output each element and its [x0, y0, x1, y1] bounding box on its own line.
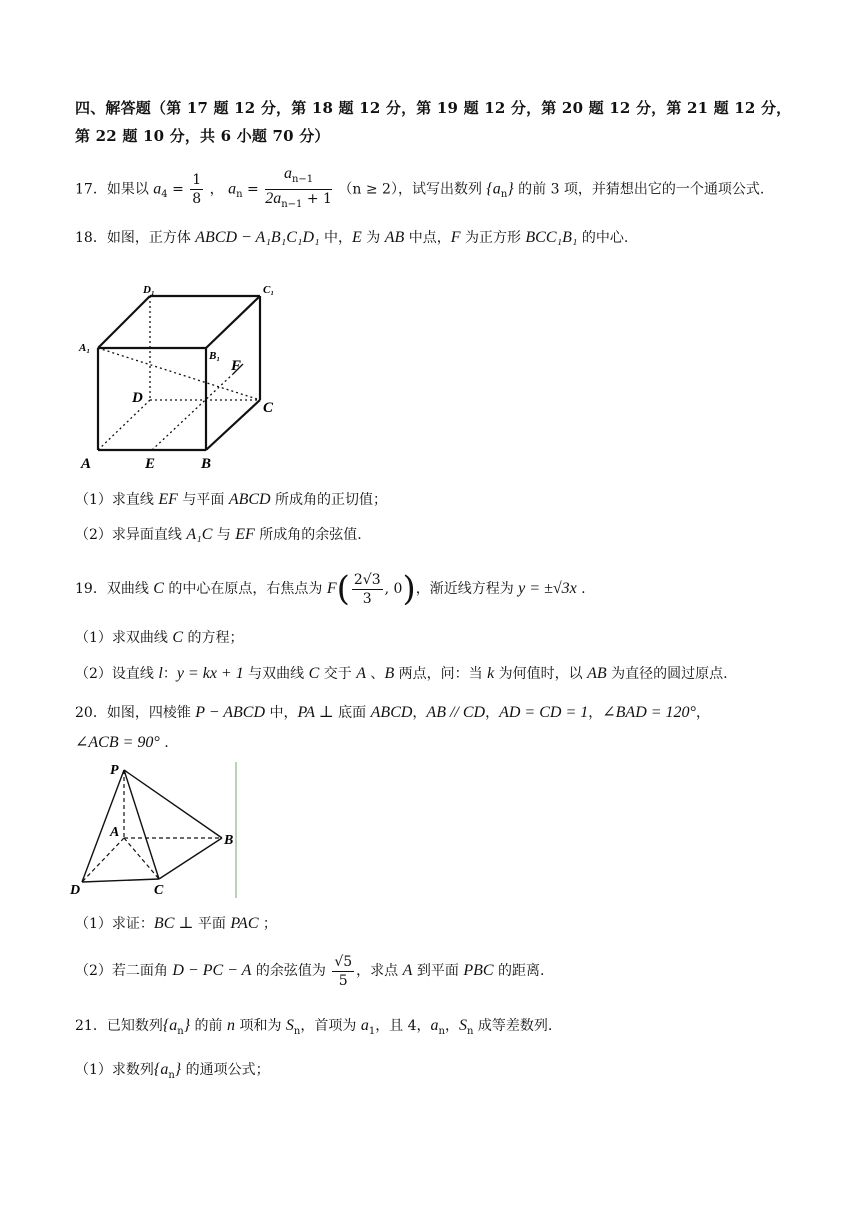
q21-an-sub: n — [438, 1025, 445, 1037]
pyramid-label-p: P — [110, 763, 119, 778]
q20-sep4: ， — [695, 705, 710, 721]
cube-label-a1: A₁ — [79, 342, 91, 354]
cube-figure — [75, 278, 295, 478]
section-title-line2: 第 22 题 10 分，共 6 小题 70 分） — [75, 127, 330, 145]
q21-part1-close: } — [174, 1061, 182, 1078]
q19-part2-mid4: 为何值时，以 — [494, 666, 588, 682]
q18-solid: ABCD − A₁B₁C₁D₁ — [195, 229, 320, 246]
q20-part2-frac — [332, 953, 354, 990]
q19-frac-num: 2√3 — [353, 571, 381, 588]
cube-label-d: D — [132, 390, 143, 406]
q19-part2-sep: 、 — [365, 666, 385, 682]
q20-text-mid1: 中， — [265, 705, 298, 721]
q20-line2: ∠ACB = 90° — [75, 734, 160, 751]
q20-part1-end: ； — [258, 916, 277, 932]
q18-part1-mid: 与平面 — [177, 492, 229, 508]
q19-part1-pre: （1）求双曲线 — [75, 630, 173, 646]
q17-frac2-num-sub: n−1 — [291, 173, 314, 185]
q17-number: 17．如果以 — [75, 181, 154, 198]
q18-part1-plane: ABCD — [228, 491, 271, 508]
q19-part2-end: 为直径的圆过原点. — [606, 666, 728, 682]
q20-part2-num: √5 — [334, 953, 353, 970]
q19-paren-close: ) — [402, 569, 416, 609]
q18-text-mid3: 中点， — [404, 230, 451, 246]
q21-text-mid1: 的前 — [190, 1018, 227, 1034]
q20-solid: P − ABCD — [195, 704, 266, 721]
q19-part2-c: C — [308, 665, 320, 682]
q21-text-mid2: 项和为 — [235, 1018, 286, 1034]
q19-coord-tail: , 0 — [384, 581, 403, 597]
q21-text-mid3: ，首项为 — [300, 1018, 361, 1034]
q20-part2-a: A — [402, 962, 413, 979]
q19-asymptote: y = ±√3x — [518, 580, 577, 597]
q19-text-mid2: ，渐近线方程为 — [415, 581, 519, 597]
q20-part1-plane: PAC — [230, 915, 259, 932]
q20-text-mid2: 底面 — [333, 705, 371, 721]
q18-part2-end: 所成角的余弦值. — [254, 527, 362, 543]
q21-an: a — [430, 1017, 439, 1034]
q21-part1 — [75, 1060, 270, 1086]
cube-label-b1: B₁ — [209, 350, 221, 362]
q17-an: a — [228, 180, 237, 198]
q17-seq: {a — [486, 180, 501, 198]
q18-text-mid4: 为正方形 — [460, 230, 526, 246]
q18-part2-mid: 与 — [212, 527, 236, 543]
q20-base: ABCD — [370, 704, 413, 721]
q17-seq-close: } — [507, 180, 514, 198]
q20-sep3: ， — [588, 705, 603, 721]
q17-seq-sub: n — [500, 189, 508, 201]
q17-frac2-den-sub: n−1 — [281, 198, 303, 210]
q21-seq-sub: n — [177, 1025, 184, 1037]
q20-part2-mid3: 到平面 — [412, 963, 464, 979]
cube-label-c1: C₁ — [263, 284, 275, 296]
q21-n: n — [227, 1017, 235, 1034]
cube-label-b: B — [201, 456, 212, 472]
question-20-line2 — [75, 733, 169, 753]
q17-tail: 的前 3 项，并猜想出它的一个通项公式. — [518, 181, 765, 198]
q19-part2-k: k — [487, 665, 495, 682]
q20-part2-end: 的距离. — [493, 963, 545, 979]
pyramid-label-d: D — [70, 883, 81, 898]
q19-text-pre: 19．双曲线 — [75, 581, 154, 597]
q19-part2-mid2: 交于 — [319, 666, 357, 682]
q21-text-mid4: ，且 4， — [375, 1018, 431, 1034]
q18-text-mid2: 为 — [361, 230, 385, 246]
q20-line2-end: . — [159, 735, 169, 751]
q20-part2-mid: 的余弦值为 — [251, 963, 331, 979]
q21-sn-sub: n — [467, 1025, 474, 1037]
pyramid-label-a: A — [110, 825, 120, 840]
q20-part2 — [75, 948, 544, 994]
q19-part2-eq: y = kx + 1 — [176, 665, 244, 682]
q21-text-end: 成等差数列. — [473, 1018, 553, 1034]
q21-part1-pre: （1）求数列 — [75, 1062, 154, 1078]
q17-frac2-den: 2a — [265, 189, 282, 207]
q20-part2-plane: PBC — [463, 962, 494, 979]
q21-a1-sub: 1 — [368, 1025, 376, 1037]
q18-part1-end: 所成角的正切值； — [270, 492, 388, 508]
q18-part1 — [75, 490, 387, 510]
q17-frac1 — [190, 171, 203, 208]
q19-text-end: . — [576, 581, 586, 597]
cube-label-f: F — [231, 358, 242, 374]
q18-text-end: 的中心. — [577, 230, 629, 246]
q19-part1 — [75, 628, 243, 648]
q19-frac-den: 3 — [362, 590, 372, 607]
q21-a1: a — [360, 1017, 369, 1034]
q20-c1: PA ⊥ — [297, 704, 334, 721]
cube-label-e: E — [145, 456, 156, 472]
q18-e: E — [352, 229, 362, 246]
q20-part1 — [75, 914, 277, 934]
q20-c3: AD = CD = 1 — [499, 704, 589, 721]
q21-seq-close: } — [183, 1017, 191, 1034]
q20-part1-pre: （1）求证： — [75, 916, 154, 932]
q17-eq: = — [172, 181, 189, 198]
q17-a4: a — [153, 180, 162, 198]
q21-s: S — [285, 1017, 294, 1034]
q18-part1-ef: EF — [158, 491, 178, 508]
q18-text-mid1: 中， — [319, 230, 353, 246]
q21-part1-sub: n — [168, 1069, 175, 1081]
q17-comma: ， — [209, 181, 224, 198]
q21-part1-seq: {a — [153, 1061, 169, 1078]
q17-an-sub: n — [236, 189, 243, 201]
pyramid-figure — [62, 758, 252, 903]
q21-sn: S — [459, 1017, 467, 1034]
q18-part2 — [75, 525, 362, 545]
q20-sep2: ， — [485, 705, 500, 721]
q20-text-pre: 20．如图，四棱锥 — [75, 705, 196, 721]
q20-part2-mid2: ，求点 — [356, 963, 403, 979]
q19-part2-l: l — [158, 665, 163, 682]
cube-label-a: A — [81, 456, 92, 472]
q19-paren-open: ( — [336, 569, 350, 609]
cube-label-d1: D₁ — [143, 284, 155, 296]
q21-text-mid5: ， — [445, 1018, 459, 1034]
cube-label-c: C — [263, 400, 274, 416]
q18-part1-pre: （1）求直线 — [75, 492, 159, 508]
question-17 — [75, 165, 765, 210]
pyramid-label-b: B — [224, 833, 234, 848]
q18-part2-line: A₁C — [186, 526, 213, 543]
q19-part2-a: A — [356, 665, 366, 682]
section-title-line1: 四、解答题（第 17 题 12 分，第 18 题 12 分，第 19 题 12 分，第 20 题 12 分，第 21 题 12 分， — [75, 99, 792, 117]
q21-text-pre: 21．已知数列 — [75, 1018, 163, 1034]
q20-sep1: ， — [412, 705, 427, 721]
question-18 — [75, 228, 628, 248]
q21-seq: {a — [162, 1017, 178, 1034]
q19-text-mid: 的中心在原点，右焦点为 — [163, 581, 327, 597]
q20-part2-pre: （2）若二面角 — [75, 963, 173, 979]
q19-part1-c: C — [172, 629, 184, 646]
question-21 — [75, 1016, 552, 1042]
q19-part2 — [75, 664, 728, 684]
question-19 — [75, 566, 586, 612]
q17-eq2: = — [247, 181, 264, 198]
q19-part2-mid: 与双曲线 — [243, 666, 309, 682]
q18-part2-ef: EF — [235, 526, 255, 543]
q18-face: BCC₁B₁ — [525, 229, 578, 246]
pyramid-label-c: C — [154, 883, 164, 898]
q17-frac2-den-post: + 1 — [302, 190, 332, 207]
q20-part2-angle: D − PC − A — [172, 962, 252, 979]
q19-part2-b: B — [384, 665, 395, 682]
q20-c4: ∠BAD = 120° — [602, 704, 696, 721]
q20-c2: AB // CD — [426, 704, 486, 721]
q18-part2-pre: （2）求异面直线 — [75, 527, 187, 543]
q21-part1-end: 的通项公式； — [181, 1062, 270, 1078]
q18-ab: AB — [384, 229, 405, 246]
q17-frac1-den: 8 — [192, 190, 202, 207]
q18-f: F — [450, 229, 461, 246]
q20-part1-bc: BC ⊥ — [153, 915, 194, 932]
q18-text-pre: 18．如图，正方体 — [75, 230, 196, 246]
q20-part1-mid: 平面 — [193, 916, 231, 932]
question-20 — [75, 703, 710, 723]
q17-frac2-num: a — [283, 165, 292, 182]
q19-part2-colon: ： — [162, 666, 177, 682]
q19-frac — [352, 571, 383, 608]
q17-frac2 — [265, 165, 332, 214]
q19-c: C — [153, 580, 164, 597]
q19-part2-ab: AB — [587, 665, 607, 682]
q17-condition: （n ≥ 2），试写出数列 — [338, 181, 482, 198]
q19-f: F — [326, 580, 337, 597]
q19-part1-end: 的方程； — [183, 630, 244, 646]
q19-part2-mid3: 两点，问：当 — [394, 666, 488, 682]
q19-part2-pre: （2）设直线 — [75, 666, 159, 682]
q20-part2-den: 5 — [338, 972, 348, 989]
q17-frac1-num: 1 — [192, 171, 202, 188]
q21-s-sub: n — [293, 1025, 301, 1037]
q17-a4-sub: 4 — [161, 189, 168, 201]
